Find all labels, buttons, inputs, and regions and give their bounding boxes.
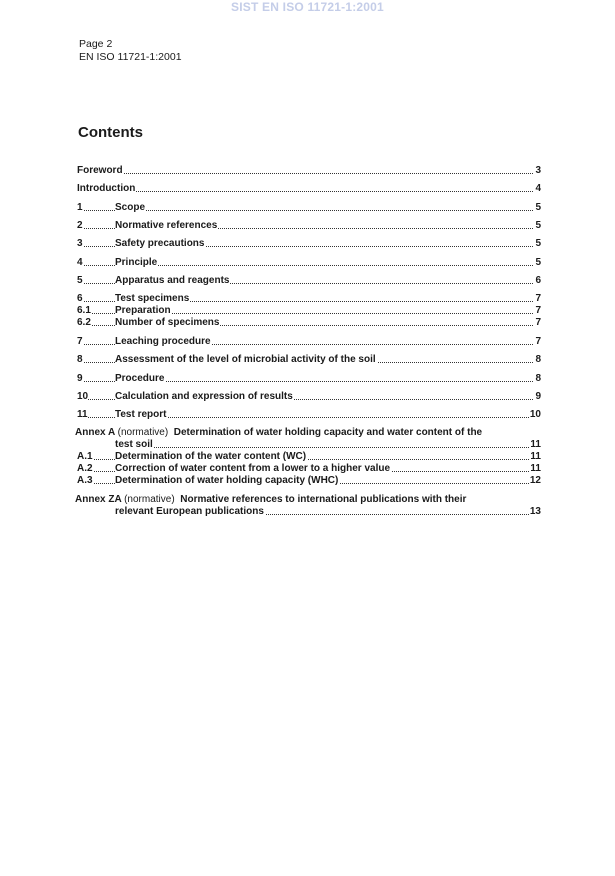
toc-entry-normative-references[interactable] <box>77 219 541 232</box>
toc-entry-test-report[interactable] <box>77 408 541 421</box>
toc-entry-page: 5 <box>535 220 541 231</box>
toc-entry-page: 7 <box>535 317 541 328</box>
toc-entry-title: Correction of water content from a lower to a higher value <box>115 463 391 474</box>
toc-entry-page: 4 <box>535 183 541 194</box>
toc-entry-page: 11 <box>530 451 541 462</box>
toc-entry-number: A.3 <box>77 475 93 486</box>
toc-entry-page: 11 <box>530 463 541 474</box>
toc-entry-title: test soil <box>115 439 153 450</box>
toc-entry-number: 6.1 <box>77 305 91 316</box>
page-title: Contents <box>78 124 143 141</box>
toc-entry-page: 13 <box>529 506 541 517</box>
toc-entry-page: 7 <box>535 293 541 304</box>
toc-entry-number: 4 <box>77 257 83 268</box>
toc-entry-page: 7 <box>535 305 541 316</box>
toc-entry-title: Assessment of the level of microbial activity of the soil <box>115 354 376 365</box>
toc-entry-title: Principle <box>115 257 158 268</box>
annex-title: Determination of water holding capacity and water content of the <box>173 427 483 438</box>
toc-entry-number: 7 <box>77 336 83 347</box>
toc-entry-page: 7 <box>535 336 541 347</box>
toc-entry-apparatus[interactable] <box>77 274 541 287</box>
toc-entry-number: 8 <box>77 354 83 365</box>
toc-entry-annex-za[interactable] <box>77 505 541 518</box>
toc-entry-title: Test specimens <box>115 293 190 304</box>
toc-entry-page: 12 <box>529 475 541 486</box>
toc-entry-number: 1 <box>77 202 83 213</box>
toc-entry-title: relevant European publications <box>115 506 264 517</box>
toc-entry-number: 10 <box>77 391 89 402</box>
toc-entry-a3[interactable] <box>77 474 541 487</box>
toc-entry-title: Scope <box>115 202 146 213</box>
toc-entry-page: 9 <box>535 391 541 402</box>
toc-entry-title: Determination of the water content (WC) <box>115 451 307 462</box>
toc-entry-number: A.1 <box>77 451 93 462</box>
toc-entry-leaching-procedure[interactable] <box>77 335 541 348</box>
annex-label: Annex A <box>75 427 115 438</box>
toc-entry-page: 11 <box>530 439 541 450</box>
toc-entry-principle[interactable] <box>77 256 541 269</box>
toc-entry-title: Determination of water holding capacity (WHC) <box>115 475 339 486</box>
watermark: SIST EN ISO 11721-1:2001 <box>231 0 384 14</box>
toc-entry-calculation[interactable] <box>77 390 541 403</box>
toc-entry-title: Preparation <box>115 305 171 316</box>
annex-qualifier: (normative) <box>117 427 169 438</box>
toc-entry-page: 5 <box>535 257 541 268</box>
toc-entry-procedure[interactable] <box>77 372 541 385</box>
toc-entry-number: A.2 <box>77 463 93 474</box>
toc-entry-number: 3 <box>77 238 83 249</box>
page-number: Page 2 <box>79 38 113 50</box>
toc-entry-number: 6 <box>77 293 83 304</box>
toc-entry-title: Procedure <box>115 373 165 384</box>
toc-entry-title: Safety precautions <box>115 238 205 249</box>
toc-entry-title: Foreword <box>77 165 123 176</box>
toc-entry-page: 3 <box>535 165 541 176</box>
toc-entry-title: Normative references <box>115 220 218 231</box>
toc-entry-safety-precautions[interactable] <box>77 237 541 250</box>
annex-title: Normative references to international publications with their <box>180 494 467 505</box>
toc-entry-page: 10 <box>529 409 541 420</box>
toc-entry-title: Number of specimens <box>115 317 220 328</box>
toc-entry-scope[interactable] <box>77 201 541 214</box>
toc-entry-foreword[interactable] <box>77 164 541 177</box>
toc-entry-microbial-activity[interactable] <box>77 353 541 366</box>
toc-entry-number: 6.2 <box>77 317 91 328</box>
toc-entry-page: 8 <box>535 373 541 384</box>
annex-qualifier: (normative) <box>124 494 175 505</box>
standard-reference: EN ISO 11721-1:2001 <box>79 51 182 63</box>
toc-entry-number-of-specimens[interactable] <box>77 316 541 329</box>
toc-entry-introduction[interactable] <box>77 182 541 195</box>
page-header <box>79 38 182 64</box>
toc-entry-title: Leaching procedure <box>115 336 211 347</box>
toc-entry-page: 6 <box>535 275 541 286</box>
toc-entry-number: 11 <box>77 409 88 420</box>
toc-entry-page: 5 <box>535 238 541 249</box>
toc-entry-page: 8 <box>535 354 541 365</box>
annex-label: Annex ZA <box>75 494 122 505</box>
toc-entry-title: Introduction <box>77 183 136 194</box>
toc-entry-number: 9 <box>77 373 83 384</box>
toc-entry-title: Apparatus and reagents <box>115 275 230 286</box>
toc-entry-title: Calculation and expression of results <box>115 391 293 402</box>
toc-entry-page: 5 <box>535 202 541 213</box>
toc-entry-number: 5 <box>77 275 83 286</box>
toc-entry-title: Test report <box>115 409 167 420</box>
toc-entry-number: 2 <box>77 220 83 231</box>
